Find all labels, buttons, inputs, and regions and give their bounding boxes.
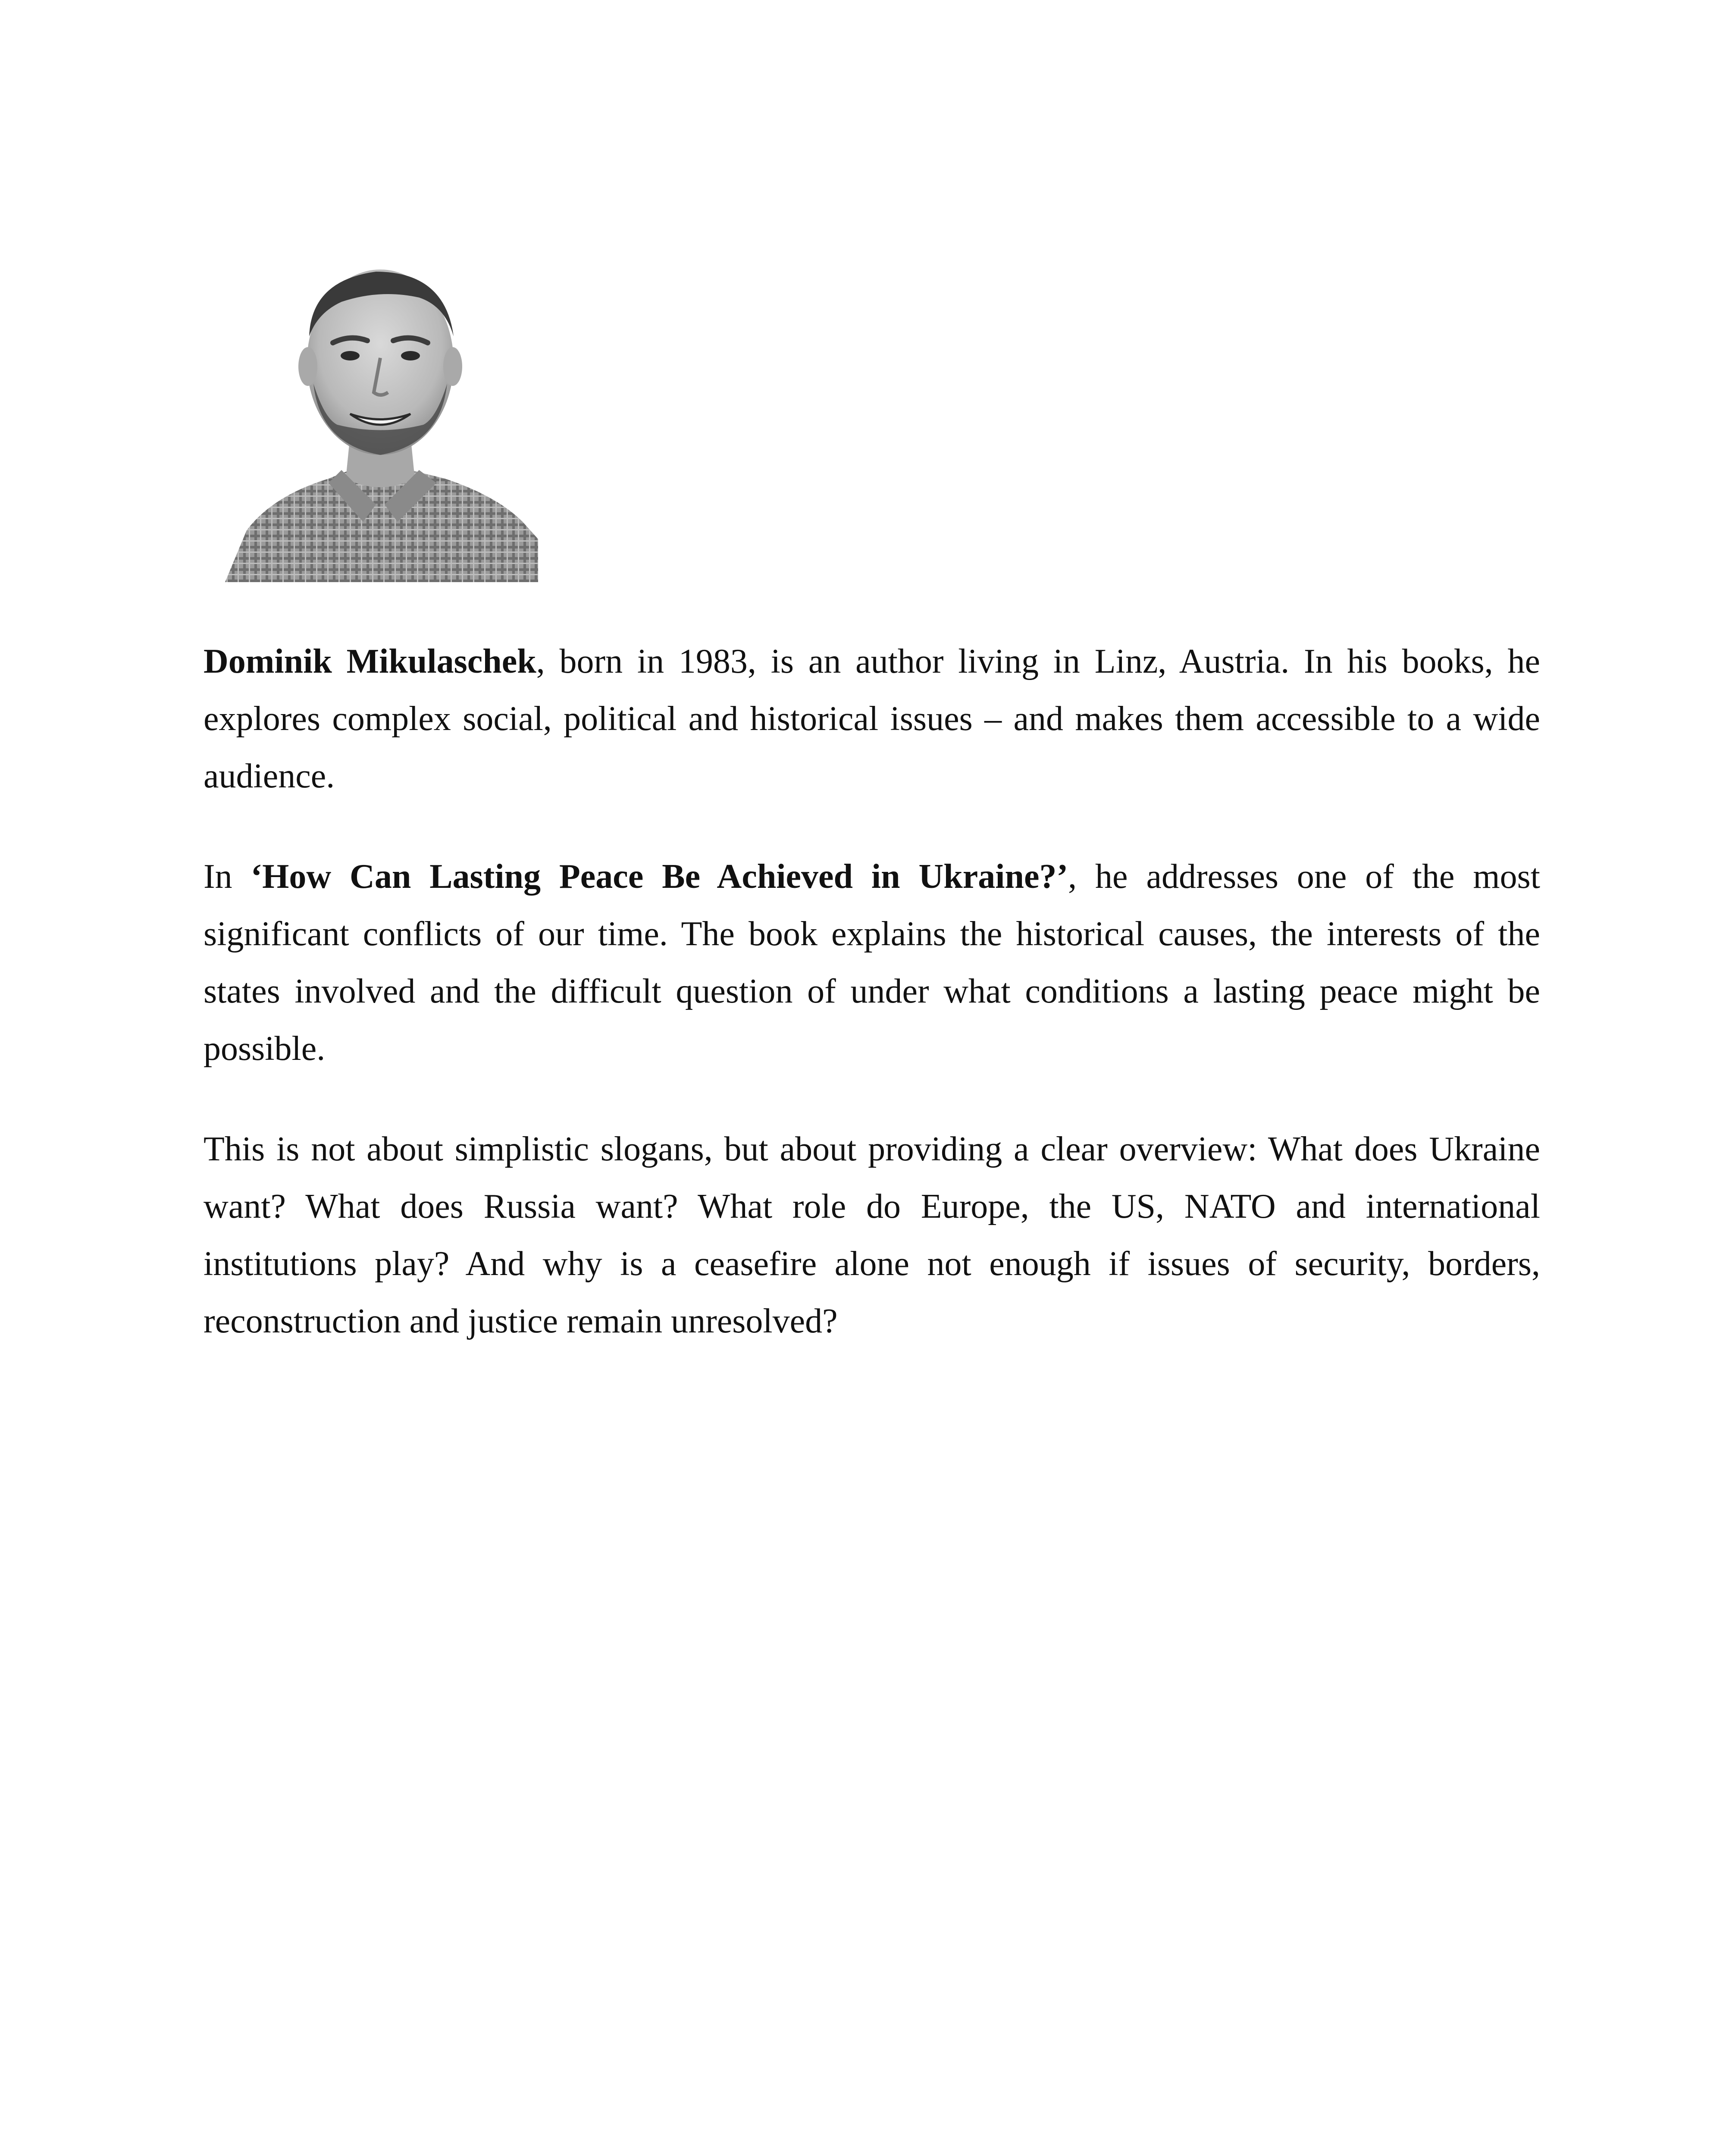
author-portrait-photo: [221, 254, 538, 582]
bio-paragraph-2-prefix: In: [204, 858, 251, 896]
author-name: Dominik Mikulaschek: [204, 642, 536, 680]
bio-paragraph-2-text: , he addresses one of the most significant conflicts of our time. The book explains the historical causes, the interests of the states involved and the difficult question of under what conditions a lasting peace might be possible.: [204, 858, 1541, 1068]
bio-paragraph-1-text: , born in 1983, is an author living in Linz, Austria. In his books, he explores complex social, political and historical issues – and makes them accessible to a wide audience.: [204, 642, 1540, 795]
bio-paragraph-1: [204, 633, 1540, 805]
author-bio-text: [204, 633, 1540, 1350]
bio-paragraph-3: [204, 1121, 1540, 1350]
bio-paragraph-2: [204, 848, 1540, 1078]
portrait-illustration: [221, 254, 538, 582]
bio-paragraph-3-text: This is not about simplistic slogans, but about providing a clear overview: What does Ukraine want? What does Russia want? What role do Europe, the US, NATO and international institutions play? And why is a ceasefire alone not enough if issues of security, borders, reconstruction and justice remain unresolved?: [204, 1130, 1540, 1340]
book-title: ‘How Can Lasting Peace Be Achieved in Ukraine?’: [251, 858, 1068, 896]
